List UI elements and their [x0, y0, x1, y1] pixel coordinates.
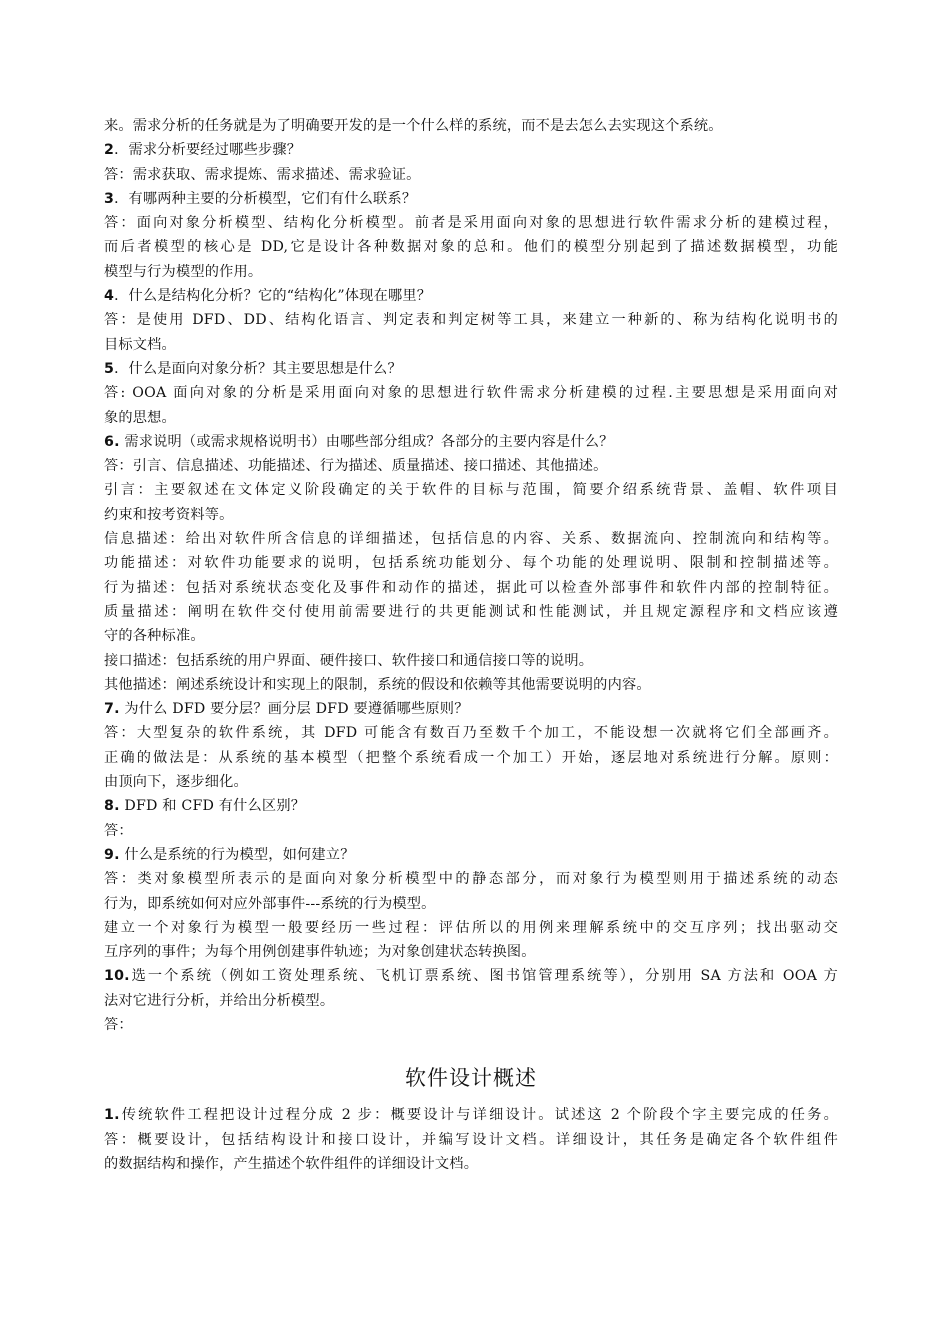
line-text: 答： — [104, 822, 133, 839]
question-line — [104, 430, 838, 454]
line-text: 而后者模型的核心是 DD,它是设计各种数据对象的总和。他们的模型分别起到了描述数据模型，功能 — [104, 239, 838, 256]
question-line — [104, 1103, 838, 1127]
question-number: 7. — [104, 701, 120, 718]
line-text: 来。需求分析的任务就是为了明确要开发的是一个什么样的系统，而不是去怎么去实现这个系统。 — [104, 118, 723, 134]
text-line — [104, 673, 838, 697]
question-line — [104, 964, 838, 988]
text-line — [104, 940, 838, 964]
line-text: 功能描述：对软件功能要求的说明，包括系统功能划分、每个功能的处理说明、限制和控制描述等。 — [104, 555, 838, 572]
question-number: 5 — [104, 360, 115, 377]
line-text: ．有哪两种主要的分析模型，它们有什么联系？ — [114, 190, 417, 207]
line-text: 答：大型复杂的软件系统，其 DFD 可能含有数百乃至数千个加工，不能设想一次就将它们全部画齐。 — [104, 725, 838, 742]
line-text: 守的各种标准。 — [104, 628, 205, 645]
document-page — [104, 114, 838, 1176]
text-line — [104, 308, 838, 332]
line-text: 模型与行为模型的作用。 — [104, 263, 263, 280]
text-line — [104, 235, 838, 259]
line-text: 答：是使用 DFD、DD、结构化语言、判定表和判定树等工具，来建立一种新的、称为结构化说明书的 — [104, 312, 838, 329]
text-line — [104, 478, 838, 502]
text-line — [104, 381, 838, 405]
section-title: 软件设计概述 — [405, 1066, 537, 1091]
text-line — [104, 163, 838, 187]
text-line — [104, 333, 838, 357]
text-line — [104, 746, 838, 770]
text-line — [104, 867, 838, 891]
line-text: 目标文档。 — [104, 336, 176, 353]
line-text: ．什么是结构化分析？它的“结构化”体现在哪里？ — [114, 288, 432, 305]
text-line — [104, 260, 838, 284]
question-number: 6. — [104, 433, 120, 450]
question-line — [104, 138, 838, 162]
line-text: 的数据结构和操作，产生描述个软件组件的详细设计文档。 — [104, 1155, 479, 1172]
text-line — [104, 916, 838, 940]
text-line — [104, 1152, 838, 1176]
text-line — [104, 649, 838, 673]
question-number: 2 — [104, 142, 115, 159]
line-text: DFD 和 CFD 有什么区别？ — [119, 798, 306, 815]
line-text: 为什么 DFD 要分层？画分层 DFD 要遵循哪些原则？ — [119, 701, 469, 718]
text-line — [104, 819, 838, 843]
question-number: 10. — [104, 968, 130, 985]
line-text: 互序列的事件；为每个用例创建事件轨迹；为对象创建状态转换图。 — [104, 944, 536, 961]
question-line — [104, 187, 838, 211]
line-text: 什么是系统的行为模型，如何建立？ — [119, 846, 355, 863]
text-line — [104, 114, 838, 138]
question-line — [104, 843, 838, 867]
question-number: 1. — [104, 1107, 120, 1124]
text-line — [104, 1128, 838, 1152]
text-line — [104, 406, 838, 430]
question-number: 3 — [104, 190, 115, 207]
requirements-analysis-answers — [104, 114, 838, 1037]
line-text: 法对它进行分析，并给出分析模型。 — [104, 992, 335, 1009]
line-text: 答: OOA 面向对象的分析是采用面向对象的思想进行软件需求分析建模的过程.主要思想是采用面向对 — [104, 385, 838, 402]
line-text: 接口描述：包括系统的用户界面、硬件接口、软件接口和通信接口等的说明。 — [104, 652, 594, 669]
line-text: 象的思想。 — [104, 409, 176, 426]
line-text: ．什么是面向对象分析？其主要思想是什么？ — [114, 360, 402, 377]
question-line — [104, 794, 838, 818]
question-number: 9. — [104, 846, 120, 863]
text-line — [104, 1013, 838, 1037]
line-text: 传统软件工程把设计过程分成 2 步：概要设计与详细设计。试述这 2 个阶段个字主要完成的任务。 — [119, 1107, 838, 1124]
line-text: 答： — [104, 1016, 133, 1033]
text-line — [104, 576, 838, 600]
text-line — [104, 989, 838, 1013]
text-line — [104, 551, 838, 575]
line-text: ．需求分析要经过哪些步骤？ — [114, 142, 302, 159]
text-line — [104, 503, 838, 527]
line-text: 选一个系统（例如工资处理系统、飞机订票系统、图书馆管理系统等），分别用 SA 方法和 OOA 方 — [129, 968, 838, 985]
line-text: 行为描述：包括对系统状态变化及事件和动作的描述，据此可以检查外部事件和软件内部的控制特征。 — [104, 579, 838, 596]
line-text: 答：引言、信息描述、功能描述、行为描述、质量描述、接口描述、其他描述。 — [104, 458, 608, 475]
question-number: 4 — [104, 288, 115, 305]
text-line — [104, 454, 838, 478]
line-text: 约束和按考资料等。 — [104, 506, 234, 523]
line-text: 质量描述：阐明在软件交付使用前需要进行的共更能测试和性能测试，并且规定源程序和文档应该遵 — [104, 603, 838, 620]
line-text: 答：面向对象分析模型、结构化分析模型。前者是采用面向对象的思想进行软件需求分析的建模过程， — [104, 215, 838, 232]
line-text: 答：概要设计，包括结构设计和接口设计，并编写设计文档。详细设计，其任务是确定各个软件组件 — [104, 1131, 838, 1148]
text-line — [104, 770, 838, 794]
line-text: 需求说明（或需求规格说明书）由哪些部分组成？各部分的主要内容是什么？ — [119, 433, 614, 450]
text-line — [104, 527, 838, 551]
line-text: 行为，即系统如何对应外部事件---系统的行为模型。 — [104, 895, 436, 912]
line-text: 其他描述：阐述系统设计和实现上的限制，系统的假设和依赖等其他需要说明的内容。 — [104, 676, 651, 693]
question-line — [104, 357, 838, 381]
software-design-answers — [104, 1103, 838, 1176]
text-line — [104, 892, 838, 916]
question-line — [104, 284, 838, 308]
question-line — [104, 697, 838, 721]
line-text: 引言：主要叙述在文体定义阶段确定的关于软件的目标与范围，简要介绍系统背景、盖帽、软件项目 — [104, 482, 838, 499]
text-line — [104, 211, 838, 235]
line-text: 答：类对象模型所表示的是面向对象分析模型中的静态部分，而对象行为模型则用于描述系统的动态 — [104, 871, 838, 888]
line-text: 答：需求获取、需求提炼、需求描述、需求验证。 — [104, 166, 421, 183]
line-text: 信息描述：给出对软件所含信息的详细描述，包括信息的内容、关系、数据流向、控制流向和结构等。 — [104, 531, 838, 548]
text-line — [104, 624, 838, 648]
text-line — [104, 600, 838, 624]
line-text: 由顶向下，逐步细化。 — [104, 774, 248, 791]
line-text: 正确的做法是：从系统的基本模型（把整个系统看成一个加工）开始，逐层地对系统进行分解。原则： — [104, 749, 838, 766]
line-text: 建立一个对象行为模型一般要经历一些过程：评估所以的用例来理解系统中的交互序列；找出驱动交 — [104, 919, 838, 936]
question-number: 8. — [104, 798, 120, 815]
text-line — [104, 721, 838, 745]
